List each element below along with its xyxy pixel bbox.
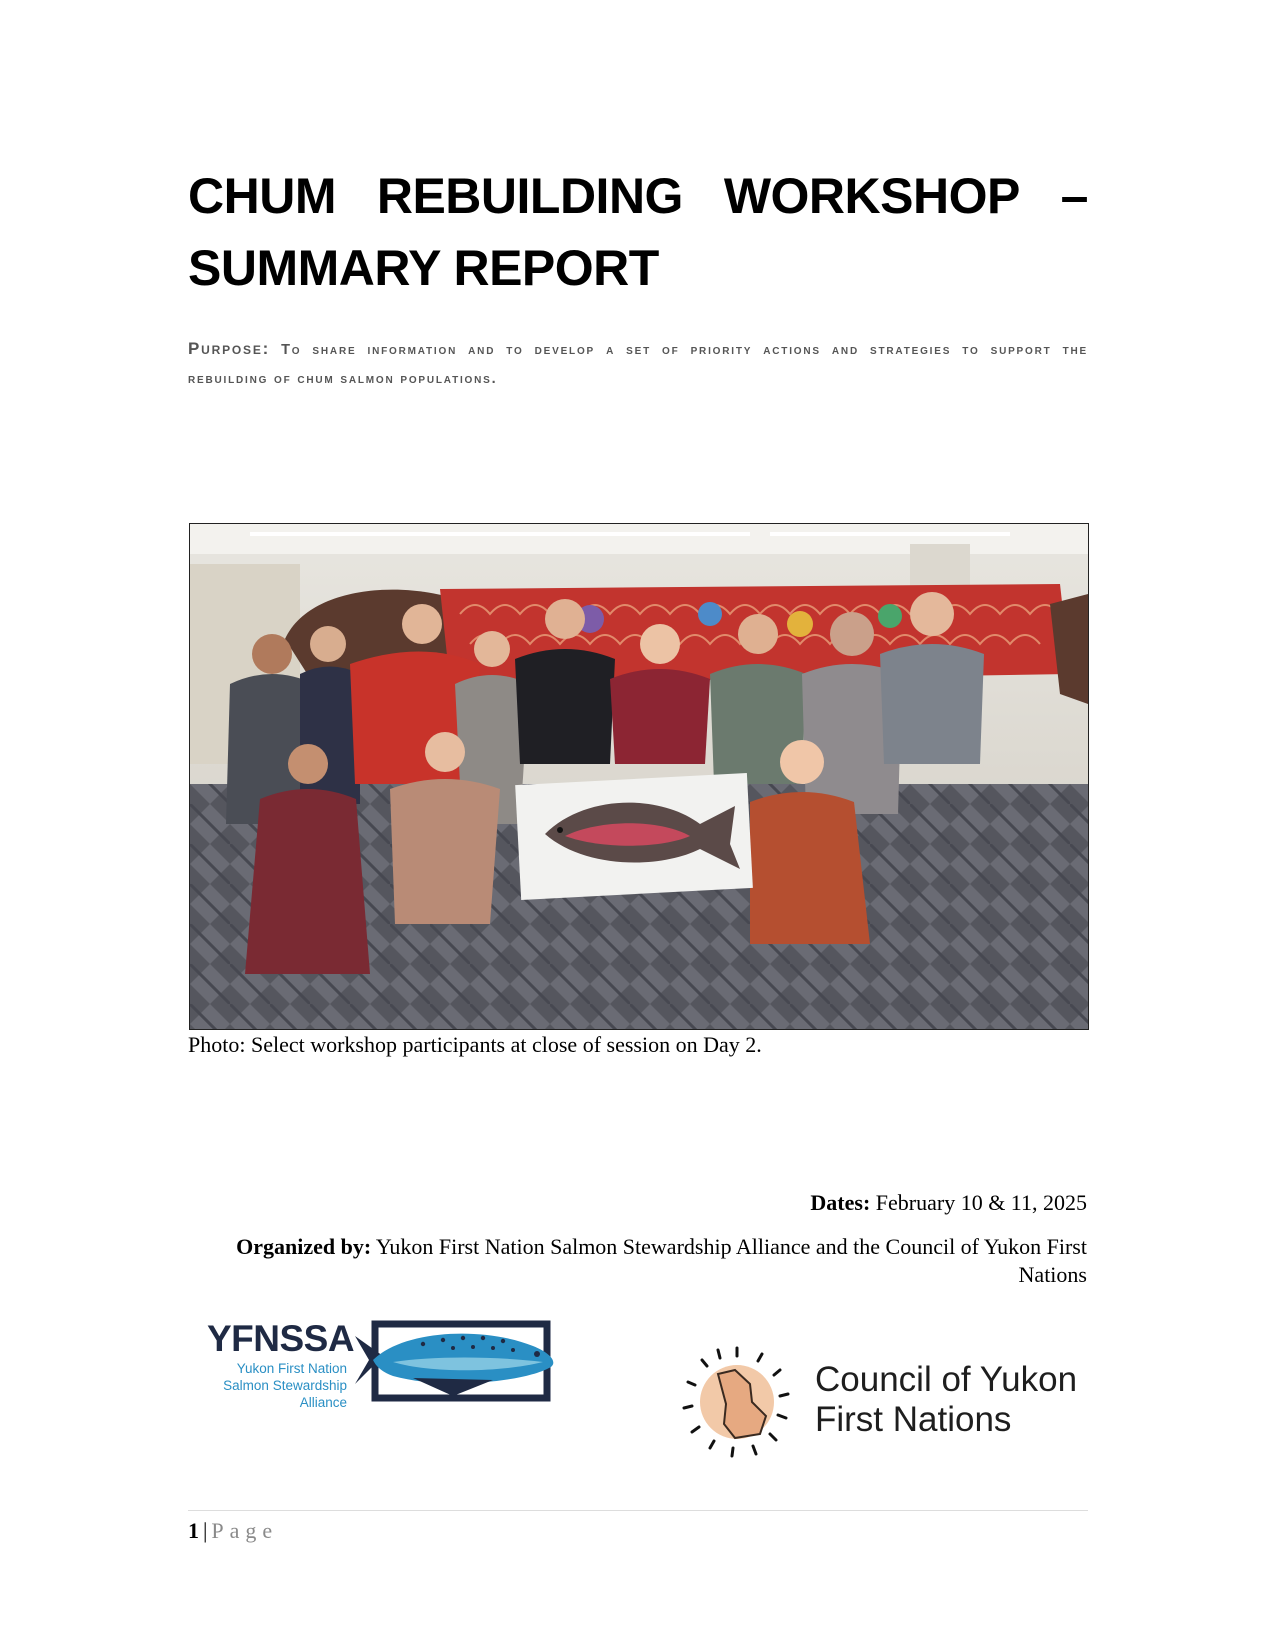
salmon-poster-icon — [515, 773, 753, 900]
yfnssa-full-name: Yukon First Nation Salmon Stewardship Alliance — [223, 1361, 347, 1410]
photo-caption: Photo: Select workshop participants at close of session on Day 2. — [188, 1032, 762, 1057]
yfnssa-abbreviation: YFNSSA — [207, 1318, 355, 1359]
cyfn-logo — [680, 1344, 1090, 1459]
workshop-participants-photo — [189, 523, 1089, 1030]
title-line-1 — [188, 160, 1088, 232]
report-title — [188, 160, 1088, 304]
footer-divider — [188, 1510, 1088, 1511]
organized-by-value: Yukon First Nation Salmon Stewardship Alliance and the Council of Yukon First Nations — [375, 1234, 1087, 1287]
cyfn-name: Council of Yukon First Nations — [815, 1360, 1078, 1439]
title-word: WORKSHOP — [723, 168, 1020, 224]
title-word: CHUM — [188, 168, 336, 224]
cyfn-yukon-map-logo-icon — [680, 1344, 795, 1459]
purpose-label: Purpose: — [188, 339, 271, 358]
page-footer — [188, 1518, 278, 1544]
title-word: REBUILDING — [376, 168, 683, 224]
footer-separator: | — [203, 1518, 208, 1543]
title-word: – — [1060, 168, 1088, 224]
yfnssa-logo — [205, 1318, 565, 1410]
dates-line — [810, 1190, 1087, 1216]
organized-by-line — [227, 1233, 1087, 1289]
dates-label: Dates: — [810, 1190, 871, 1215]
page-word: Page — [211, 1518, 279, 1543]
dates-value: February 10 & 11, 2025 — [875, 1190, 1087, 1215]
title-line-2: SUMMARY REPORT — [188, 240, 659, 296]
group-photo-illustration — [190, 524, 1088, 1029]
purpose-text: To share information and to develop a set of priority actions and strategies to support the rebuilding of chum salmon populations. — [188, 342, 1088, 387]
page-number: 1 — [188, 1518, 199, 1543]
organized-by-label: Organized by: — [236, 1234, 372, 1259]
purpose-statement — [188, 334, 1088, 394]
yfnssa-salmon-logo-icon — [353, 1320, 563, 1404]
